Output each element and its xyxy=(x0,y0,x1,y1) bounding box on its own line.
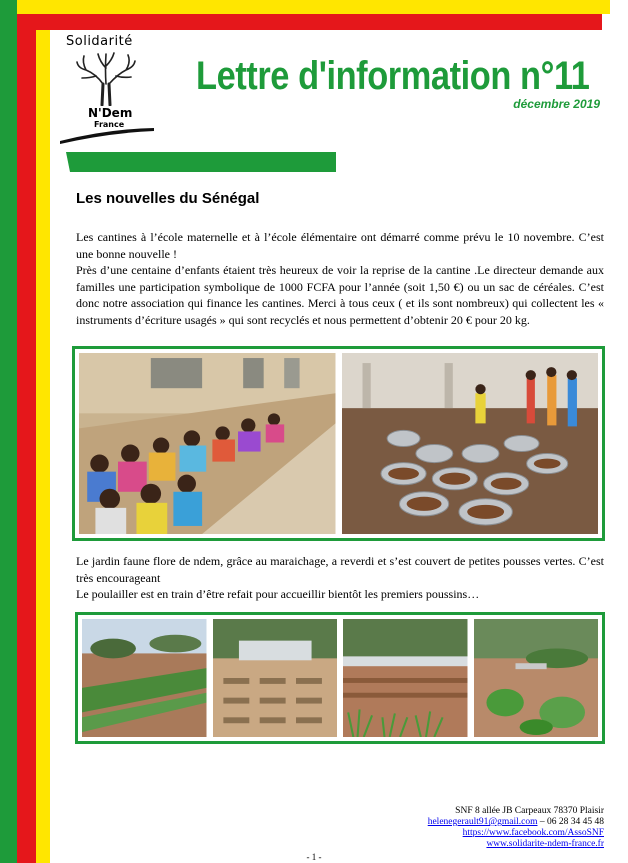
footer-email-line xyxy=(428,817,604,827)
red-stripe-top xyxy=(0,14,602,30)
yellow-stripe-left xyxy=(36,30,50,863)
green-stripe-left xyxy=(0,0,17,863)
section-title: Les nouvelles du Sénégal xyxy=(76,190,260,207)
footer-phone: – 06 28 34 45 48 xyxy=(537,817,604,827)
paragraph-line: Les cantines à l’école maternelle et à l’école élémentaire ont démarré comme prévu le 10 novembre. C’est une bonne nouvelle ! xyxy=(76,230,604,261)
logo-name: N'Dem xyxy=(88,106,133,120)
footer-address: SNF 8 allée JB Carpeaux 78370 Plaisir xyxy=(455,806,604,816)
contact-footer xyxy=(428,806,604,850)
garden-photo-strip xyxy=(75,612,605,744)
paragraph-line: Près d’une centaine d’enfants étaient très heureux de voir la reprise de la cantine .Le directeur demande aux familles une participation symbolique de 1000 FCFA pour l’année (soit 1,50 €) ou un sac de céréales. C’est donc notre association qui finance les cantines. Merci à tous ceux ( et ils sont nombreux) qui collectent les « instruments d’écriture usagés » qui sont recyclés et nous permettent d’obtenir 20 € pour 20 kg. xyxy=(76,263,604,327)
red-stripe-left xyxy=(17,30,36,863)
yellow-stripe-top xyxy=(0,0,610,14)
vegetable-plot-photo xyxy=(343,619,468,737)
garden-paragraph xyxy=(76,553,604,603)
cantine-paragraph xyxy=(76,229,604,328)
newsletter-date: décembre 2019 xyxy=(513,97,600,111)
children-eating-photo xyxy=(79,353,336,534)
email-link[interactable]: helenegerault91@gmail.com xyxy=(427,817,538,827)
baobab-tree-icon xyxy=(76,50,136,106)
newsletter-title: Lettre d'information n°11 xyxy=(196,54,590,98)
logo-country: France xyxy=(94,120,125,129)
title-underline-bar xyxy=(66,152,336,172)
website-link[interactable]: www.solidarite-ndem-france.fr xyxy=(486,839,604,849)
garden-rows-photo xyxy=(82,619,207,737)
logo-top-text: Solidarité xyxy=(66,34,133,49)
paragraph-line: Le poulailler est en train d’être refait pour accueillir bientôt les premiers poussins… xyxy=(76,587,480,601)
paragraph-line: Le jardin faune flore de ndem, grâce au maraichage, a reverdi et s’est couvert de petites pousses vertes. C’est très encourageant xyxy=(76,554,604,585)
bowls-of-food-photo xyxy=(342,353,599,534)
page-number: - 1 - xyxy=(306,852,322,862)
association-logo xyxy=(58,34,156,144)
logo-swoosh xyxy=(58,126,156,144)
nursery-beds-photo xyxy=(213,619,338,737)
garden-tools-photo xyxy=(474,619,599,737)
facebook-link[interactable]: https://www.facebook.com/AssoSNF xyxy=(462,828,604,838)
school-photo-strip xyxy=(72,346,605,541)
